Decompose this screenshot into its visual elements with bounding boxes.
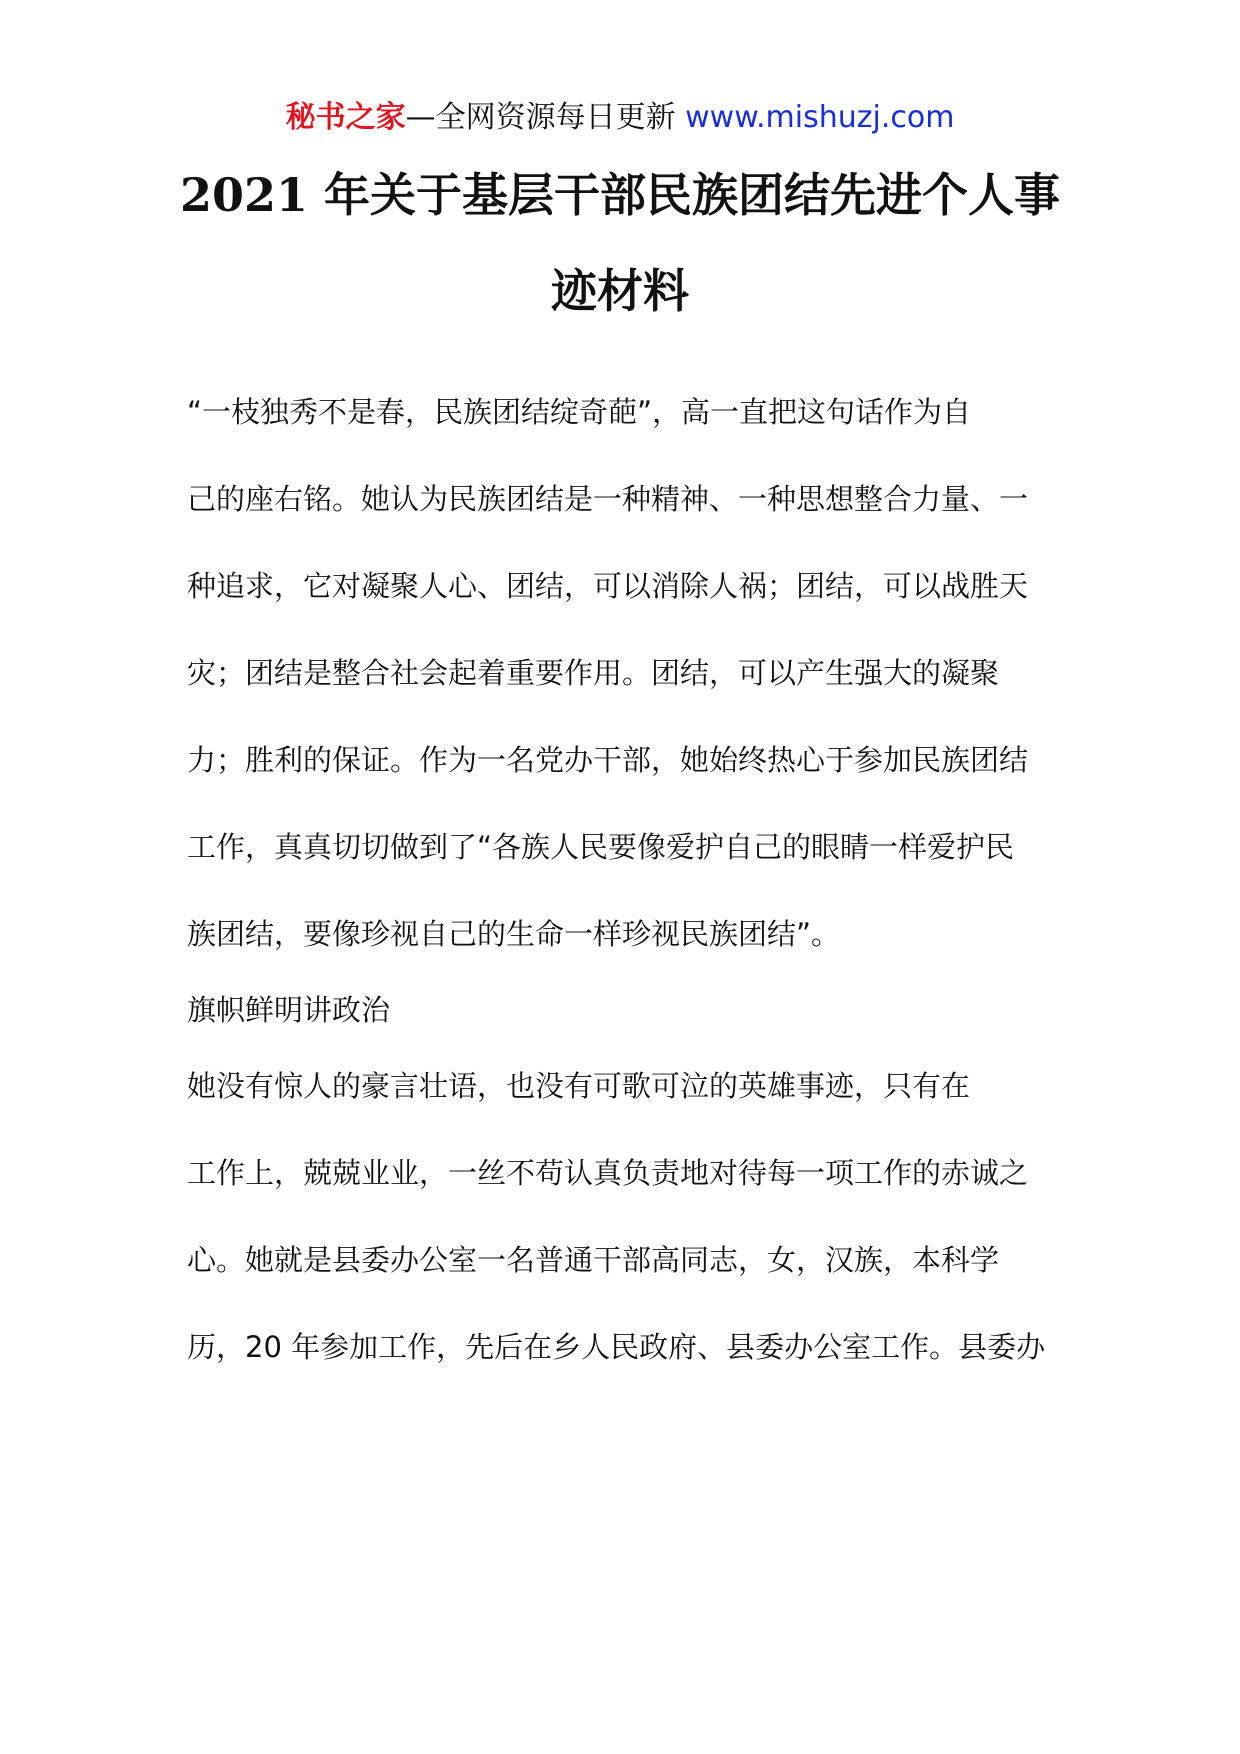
paragraph-1-line-1: “一枝独秀不是春，民族团结绽奇葩”，高一直把这句话作为自 [187,395,972,429]
section-subheading: 旗帜鲜明讲政治 [187,993,391,1027]
paragraph-1-line-5: 力；胜利的保证。作为一名党办干部，她始终热心于参加民族团结 [187,743,1029,777]
paragraph-2-line-4: 历，20 年参加工作，先后在乡人民政府、县委办公室工作。县委办 [187,1330,1046,1364]
site-brand: 秘书之家 [285,100,406,135]
paragraph-1-line-3: 种追求，它对凝聚人心、团结，可以消除人祸；团结，可以战胜天 [187,569,1029,603]
paragraph-2-line-3: 心。她就是县委办公室一名普通干部高同志，女，汉族，本科学 [187,1243,1000,1277]
site-header [0,98,1240,138]
site-slogan: —全网资源每日更新 [405,100,686,135]
document-title-line-1: 2021 年关于基层干部民族团结先进个人事 [180,168,1061,222]
paragraph-2-line-2: 工作上，兢兢业业，一丝不苟认真负责地对待每一项工作的赤诚之 [187,1156,1029,1190]
paragraph-1-line-4: 灾；团结是整合社会起着重要作用。团结，可以产生强大的凝聚 [187,656,1000,690]
paragraph-2-line-1: 她没有惊人的豪言壮语，也没有可歌可泣的英雄事迹，只有在 [187,1069,971,1103]
paragraph-1-line-6: 工作，真真切切做到了“各族人民要像爱护自己的眼睛一样爱护民 [187,830,1015,864]
site-url-link[interactable]: www.mishuzj.com [685,100,955,135]
paragraph-1-line-2: 己的座右铭。她认为民族团结是一种精神、一种思想整合力量、一 [187,482,1029,516]
document-title-line-2: 迹材料 [551,264,689,318]
paragraph-1-line-7: 族团结，要像珍视自己的生命一样珍视民族团结”。 [187,917,841,951]
